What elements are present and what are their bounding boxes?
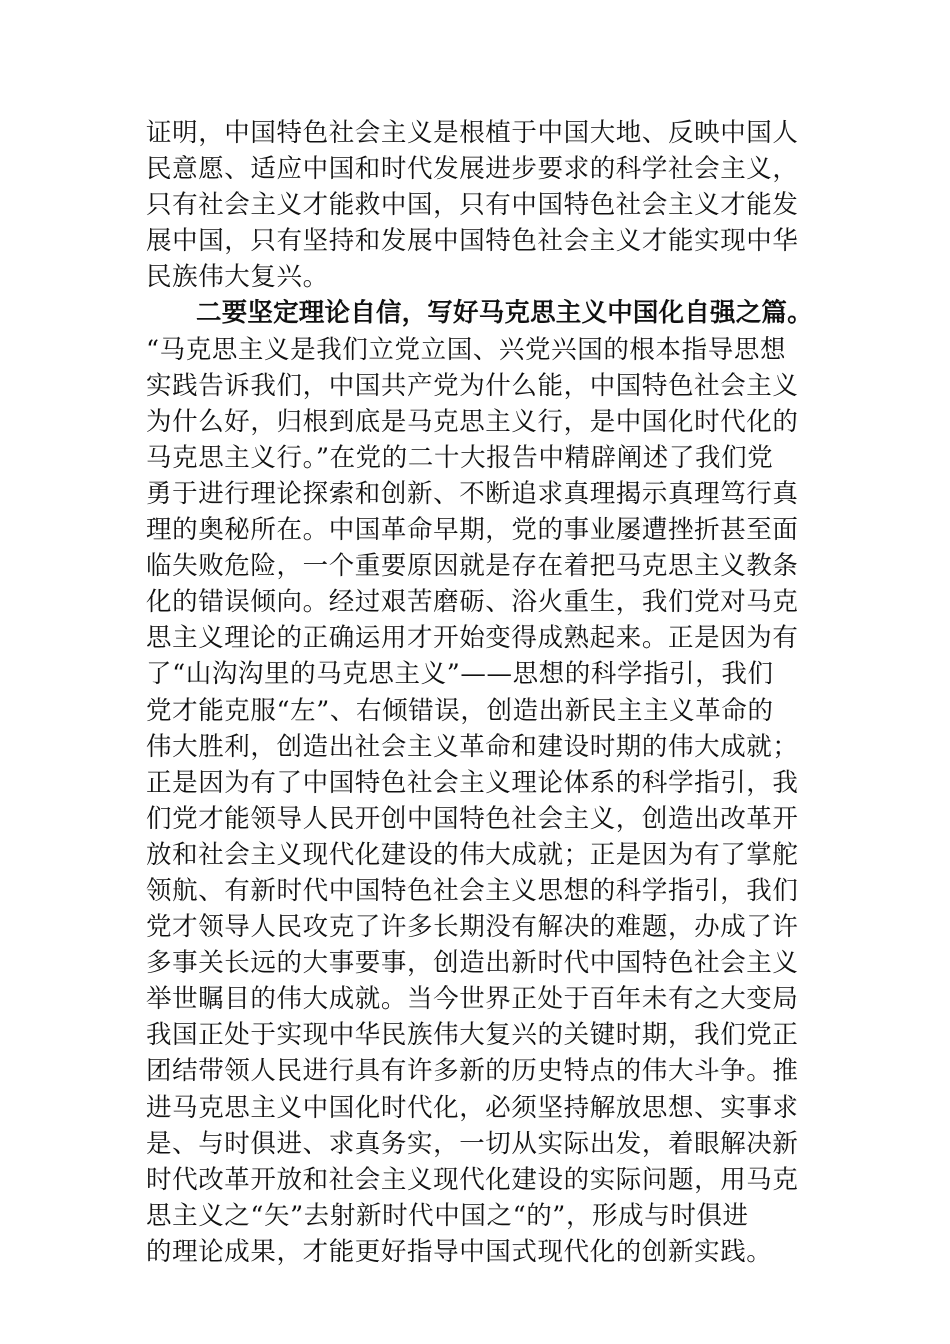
text-line: 实践告诉我们，中国共产党为什么能，中国特色社会主义: [146, 370, 799, 401]
text-line: 党才能克服“左”、右倾错误，创造出新民主主义革命的: [146, 695, 774, 726]
text-line: 化的错误倾向。经过艰苦磨砺、浴火重生，我们党对马克: [146, 587, 799, 618]
text-line: 团结带领人民进行具有许多新的历史特点的伟大斗争。推: [146, 1056, 799, 1087]
text-line: 为什么好，归根到底是马克思主义行，是中国化时代化的: [146, 406, 799, 437]
text-line: 伟大胜利，创造出社会主义革命和建设时期的伟大成就；: [146, 731, 799, 762]
text-line: 了“山沟沟里的马克思主义”——思想的科学指引，我们: [146, 659, 774, 690]
text-line: 我国正处于实现中华民族伟大复兴的关键时期，我们党正: [146, 1020, 799, 1051]
text-line: 党才领导人民攻克了许多长期没有解决的难题，办成了许: [146, 912, 799, 943]
text-line: 是、与时俱进、求真务实，一切从实际出发，着眼解决新: [146, 1128, 799, 1159]
text-line: 证明，中国特色社会主义是根植于中国大地、反映中国人: [146, 118, 799, 148]
text-line: 正是因为有了中国特色社会主义理论体系的科学指引，我: [146, 767, 799, 798]
text-line: 马克思主义行。”在党的二十大报告中精辟阐述了我们党: [146, 442, 774, 473]
text-line: 们党才能领导人民开创中国特色社会主义，创造出改革开: [146, 803, 799, 834]
text-line: 只有社会主义才能救中国，只有中国特色社会主义才能发: [146, 190, 799, 221]
text-line: 多事关长远的大事要事，创造出新时代中国特色社会主义: [146, 948, 799, 979]
text-line: 举世瞩目的伟大成就。当今世界正处于百年未有之大变局: [146, 984, 799, 1015]
text-line: 时代改革开放和社会主义现代化建设的实际问题，用马克: [146, 1164, 799, 1195]
text-line: 进马克思主义中国化时代化，必须坚持解放思想、实事求: [146, 1092, 799, 1123]
section-heading: 二要坚定理论自信，写好马克思主义中国化自强之篇。: [196, 298, 813, 329]
text-line: 理的奥秘所在。中国革命早期，党的事业屡遭挫折甚至面: [146, 515, 799, 546]
text-line: 的理论成果，才能更好指导中国式现代化的创新实践。: [146, 1236, 773, 1267]
text-line: 展中国，只有坚持和发展中国特色社会主义才能实现中华: [146, 226, 799, 257]
text-line: “马克思主义是我们立党立国、兴党兴国的根本指导思想: [146, 334, 787, 365]
text-line: 放和社会主义现代化建设的伟大成就；正是因为有了掌舵: [146, 839, 799, 870]
text-line: 民族伟大复兴。: [146, 262, 329, 293]
text-line: 思主义之“矢”去射新时代中国之“的”，形成与时俱进: [146, 1200, 749, 1231]
text-line: 思主义理论的正确运用才开始变得成熟起来。正是因为有: [146, 623, 799, 654]
body-text: [146, 115, 813, 1270]
text-line: 领航、有新时代中国特色社会主义思想的科学指引，我们: [146, 875, 799, 906]
text-line: 民意愿、适应中国和时代发展进步要求的科学社会主义，: [146, 154, 799, 185]
text-line: 勇于进行理论探索和创新、不断追求真理揭示真理笃行真: [146, 478, 799, 509]
text-line: 临失败危险，一个重要原因就是存在着把马克思主义教条: [146, 551, 799, 582]
